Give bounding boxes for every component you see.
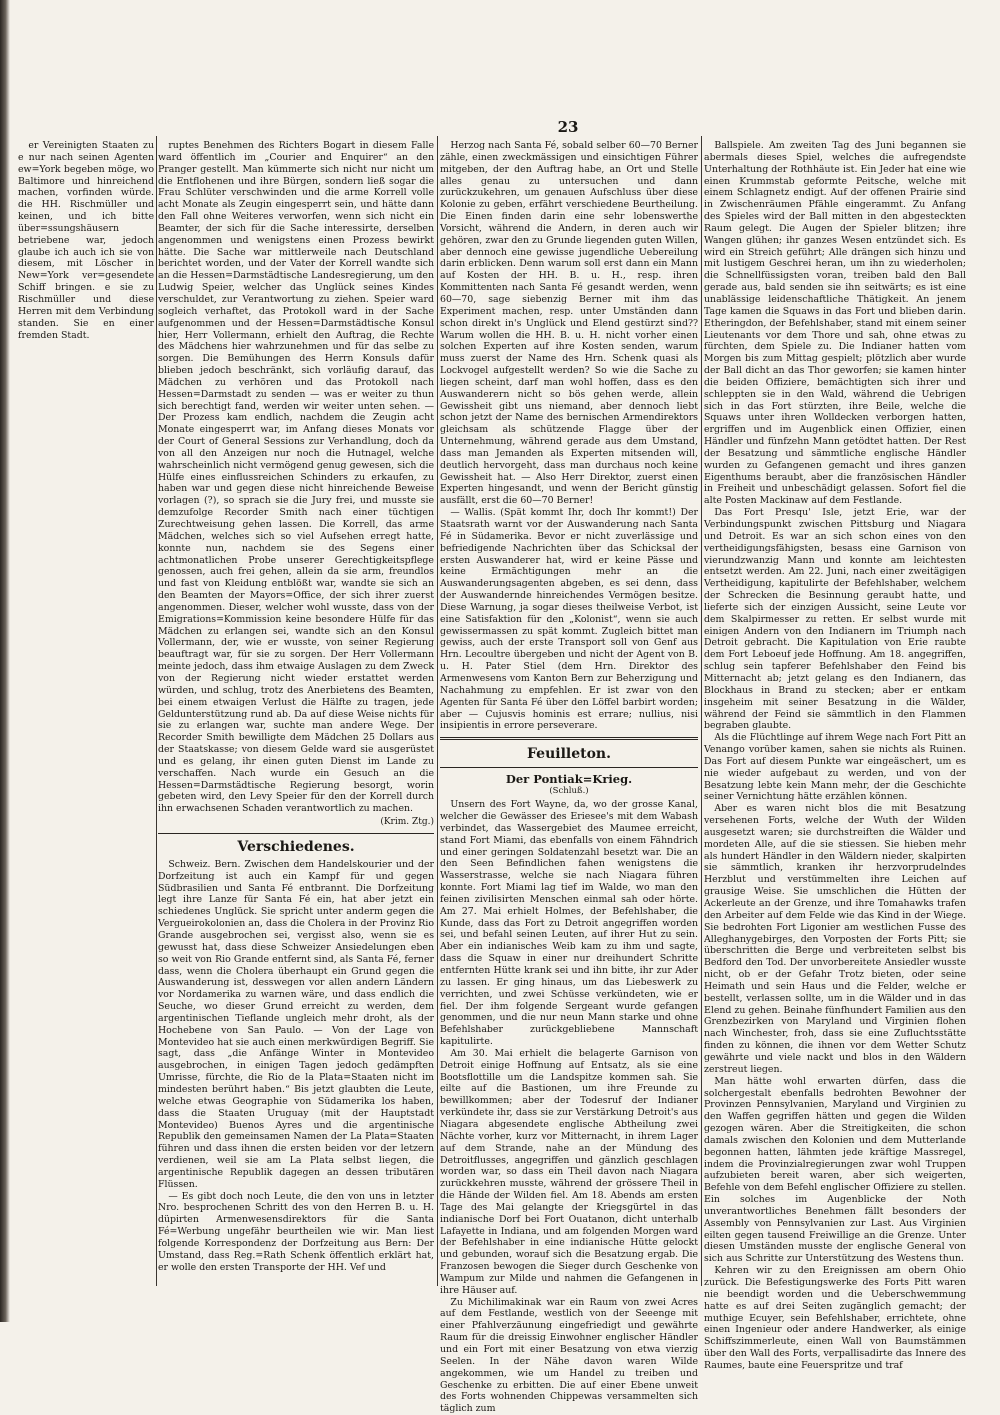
col4-paragraph: Aber es waren nicht blos die mit Besatzung versehenen Forts, welche der Wuth der Wilden ausgesetzt waren; sie durchstreiften die Wälder und mordeten Alle, auf die sie stiessen. Sie hieben mehr als hundert Händler in den Wäldern nieder, skalpirten sie sämmtlich, kranken ihr herzvorprudelndes Herzblut und verstümmelten ihre Leichen auf grausige Weise. Sie umschlichen die Hütten der Ackerleute an der Grenze, und ihre Tomahawks trafen den Arbeiter auf dem Felde wie das Kind in der Wiege. Sie bedrohten Fort Ligonier am westlichen Fusse des Alleghanygebirges, den Vorposten der Forts Pitt; sie überschritten die Berge und verbreiteten selbst bis Bedford den Tod. Der unvorbereitete Ansiedler wusste nicht, ob er der Gefahr Trotz bieten, oder seine Heimath und sein Haus und die Felder, welche er bestellt, verlassen sollte, um in die Wälder und in das Elend zu gehen. Beinahe fünfhundert Familien aus den Grenzbezirken von Maryland und Virginien flohen nach Winchester, froh, dass sie eine Zufluchtsstätte finden zu können, die ihnen vor dem Wetter Schutz gewährte und viele nackt und blos in den Wäldern zerstreut liegen. bbox=[704, 803, 966, 1075]
feuilleton-divider bbox=[440, 737, 698, 740]
col1-paragraph: er Vereinigten Staaten zu e nur nach seinen Agenten ew=York begeben möge, wo Baltimore und hinreichend machen, vorfinden würde. die HH. Rischmüller und keinen, und ich bitte über=ssungshäusern betriebene war, jedoch glaube ich auch ich sie von diesem, mit Löscher in New=York ver=gesendete Schiff bringen. e sie zu Rischmüller und diese Herren mit dem Verbindung standen. Sie en einer fremden Stadt. bbox=[18, 140, 154, 341]
story-paragraph: Zu Michilimakinak war ein Raum von zwei Acres auf dem Festlande, westlich von der Seeenge mit einer Pfahlverzäunung eingefriedigt und gewährte Raum für die dreissig Einwohner englischer Händler und ein Fort mit einer Besatzung von etwa vierzig Seelen. In der Nähe davon waren Wilde angekommen, wie um Handel zu treiben und Geschenke zu erbitten. Die auf einer Ebene unweit des Forts wohnenden Chippewas versammelten sich täglich zum bbox=[440, 1296, 698, 1415]
page-gutter bbox=[0, 0, 10, 1322]
col4-paragraph: Man hätte wohl erwarten dürfen, dass die solchergestalt ebenfalls bedrohten Bewohner der Provinzen Pennsylvanien, Maryland und Virginien zu den Waffen gegriffen hätten und gegen die Wilden gezogen wären. Aber die Streitigkeiten, die schon damals zwischen den Kolonien und dem Mutterlande begonnen hatten, lähmten jede kräftige Massregel, indem die Provinzialregierungen zwar wohl Truppen aufzubieten bereit waren, aber sich weigerten, Befehle von dem Befehl englischer Offiziere zu stellen. Ein solches im Augenblicke der Noth unverantwortliches Benehmen fällt besonders der Assembly von Pennsylvanien zur Last. Aus Virginien eilten gegen tausend Freiwillige an die Grenze. Unter diesen Umständen musste der englische General von sich aus Schritte zur Unterstützung des Westens thun. bbox=[704, 1075, 966, 1265]
col2-section-paragraph: Schweiz. Bern. Zwischen dem Handelskourier und der Dorfzeitung ist auch ein Kampf für und gegen Südbrasilien und Santa Fé entbrannt. Die Dorfzeitung legt ihre Lanze für Santa Fé ein, hat aber jetzt ein schiedenes Unglück. Sie spricht unter anderm gegen die Vergueirokolonien an, dass die Cholera in der Provinz Rio Grande ausgebrochen sei, vergisst also, wenn sie es gewusst hat, dass diese Schweizer Ansiedelungen eben so weit von Rio Grande entfernt sind, als Santa Fé, ferner dass, wenn die Cholera überhaupt ein Grund gegen die Auswanderung ist, desswegen vor allen andern Ländern vor Nordamerika zu warnen wäre, und dass endlich die Seuche, wo dieser Grund erreicht zu werden, dem argentinischen Tieflande ungleich mehr droht, als der Hochebene von San Paulo. — Von der Lage von Montevideo hat sie auch einen merkwürdigen Begriff. Sie sagt, dass „die Anfänge Winter in Montevideo ausgebrochen, in einigen Tagen jedoch gedämpften Umrisse, fürchte, die Rio de la Plata=Staaten nicht im mindesten berührt haben.“ Bis jetzt glaubten die Leute, welche etwas Geographie von Südamerika los haben, dass die Staaten Uruguay (mit der Hauptstadt Montevideo) Buenos Ayres und die argentinische Republik den gemeinsamen Namen der La Plata=Staaten führen und dass ihnen die ersten beiden vor der letzern verdienen, weil sie am La Plata selbst liegen, die argentinische Republik dagegen an dessen tributären Flüssen. bbox=[158, 858, 434, 1190]
section-divider bbox=[158, 833, 434, 834]
story-title: Der Pontiak=Krieg. bbox=[505, 772, 633, 787]
col4-paragraph: Das Fort Presqu' Isle, jetzt Erie, war der Verbindungspunkt zwischen Pittsburg und Niagara und Detroit. Es war an sich schon eines von den vertheidigungsfähigsten, besass eine Garnison von vierundzwanzig Mann und konnte am leichtesten entsetzt werden. Am 22. Juni, nach einer zweitägigen Vertheidigung, kapitulirte der Befehlshaber, welchem der Schrecken die Besinnung geraubt hatte, und lieferte sich der einzigen Aussicht, seine Leute vor dem Skalpirmesser zu retten. Er selbst wurde mit einigen Andern von den Indianern im Triumph nach Detroit gebracht. Die Kapitulation von Erie raubte dem Fort Leboeuf jede Hoffnung. Am 18. angegriffen, schlug sein tapferer Befehlshaber den Feind bis Mitternacht ab; jetzt gelang es den Indianern, das Blockhaus in Brand zu stecken; aber er entkam insgeheim mit seiner Besatzung in die Wälder, während der Feind sie sämmtlich in den Flammen begraben glaubte. bbox=[704, 507, 966, 732]
story-paragraph: Am 30. Mai erhielt die belagerte Garnison von Detroit einige Hoffnung auf Entsatz, als sie eine Bootsflottille um die Landspitze kommen sah. Sie eilte auf die Bastionen, um ihre Freunde zu bewillkommen; aber der Todesruf der Indianer verkündete ihr, dass sie zur Verstärkung Detroit's aus Niagara abgesendete englische Abtheilung zwei Nächte vorher, kurz vor Mitternacht, in ihrem Lager auf dem Strande, nahe an der Mündung des Detroitflusses, angegriffen und gänzlich geschlagen worden war, so dass ein Theil davon nach Niagara zurückkehren musste, während der grössere Theil in die Hände der Wilden fiel. Am 18. Abends am ersten Tage des Mai gelangte der Kriegsgürtel in das indianische Dorf bei Fort Ouatanon, dicht unterhalb Lafayette in Indiana, und am folgenden Morgen ward der Befehlshaber in eine indianische Hütte gelockt und gebunden, worauf sich die Besatzung ergab. Die Franzosen bewogen die Sieger durch Geschenke von Wampum zur Milde und nahmen die Gefangenen in ihre Häuser auf. bbox=[440, 1047, 698, 1296]
col3-paragraph: Herzog nach Santa Fé, sobald selber 60—70 Berner zähle, einen zweckmässigen und einsichtigen Führer mitgeben, der den Auftrag habe, an Ort und Stelle alles genau zu untersuchen und dann zurückzukehren, um genauen Aufschluss über diese Kolonie zu geben, erfährt verschiedene Beurtheilung. Die Einen finden darin eine sehr lobenswerthe Vorsicht, während die Andern, in deren auch wir gehören, zwar den zu Grunde liegenden guten Willen, aber dennoch eine gewisse jugendliche Uebereilung darin erblicken. Denn warum soll erst dann ein Mann auf Kosten der HH. B. u. H., resp. ihren Kommittenten nach Santa Fé gesandt werden, wenn 60—70, sage siebenzig Berner mit ihm das Experiment machen, resp. unter Umständen dann schon direkt in's Unglück und Elend gestürzt sind?? Warum wollen die HH. B. u. H. nicht vorher einen solchen Experten auf ihre Kosten senden, warum muss zuerst der Name des Hrn. Schenk quasi als Lockvogel aufgestellt werden? So wie die Sache zu liegen scheint, darf man wohl hoffen, dass es den Auswanderern nicht so bös gehen werde, allein Gewissheit gibt uns niemand, aber dennoch liebt schon jetzt der Name des bernischen Armendirektors gleichsam als schützende Flagge über der Unternehmung, während gerade aus dem Umstand, dass man Jemanden als Experten mitsenden will, deutlich hervorgeht, dass man durchaus noch keine Gewissheit hat. — Also Herr Direktor, zuerst einen Experten hingesandt, und wenn der Bericht günstig ausfällt, erst die 60—70 Berner! bbox=[440, 140, 698, 507]
col4-paragraph: Als die Flüchtlinge auf ihrem Wege nach Fort Pitt an Venango vorüber kamen, sahen sie nichts als Ruinen. Das Fort auf diesem Punkte war eingeäschert, um es nie wieder aufgebaut zu werden, und von der Besatzung lebte kein Mann mehr, der die Geschichte seiner Vernichtung hätte erzählen können. bbox=[704, 732, 966, 803]
column-1 bbox=[18, 140, 154, 1290]
col4-paragraph: Kehren wir zu den Ereignissen am obern Ohio zurück. Die Befestigungswerke des Forts Pitt waren nie beendigt worden und die Ueberschwemmung hatte es auf drei Seiten zugänglich gemacht; der muthige Ecuyer, sein Befehlshaber, errichtete, ohne einen Ingenieur oder andere Handwerker, als einige Schiffszimmerleute, einen Wall von Baumstämmen über den Wall des Forts, verpallisadirte das Innere des Raumes, baute eine Feuerspritze und traf bbox=[704, 1265, 966, 1371]
column-rule-2 bbox=[437, 136, 438, 1286]
column-3 bbox=[440, 140, 698, 1415]
story-subtitle: (Schluß.) bbox=[549, 786, 589, 797]
column-rule-1 bbox=[156, 136, 157, 1286]
section-heading-verschiedenes: Verschiedenes. bbox=[237, 838, 355, 855]
feuilleton-heading: Feuilleton. bbox=[527, 746, 611, 763]
col2-section-paragraph: — Es gibt doch noch Leute, die den von uns in letzter Nro. besprochenen Schritt des von den Herren B. u. H. düpirten Armenwesensdirektors für die Santa Fé=Werbung ungefähr beurtheilen wie wir. Man liest folgende Korrespondenz der Dorfzeitung aus Bern: Der Umstand, dass Reg.=Rath Schenk öffentlich erklärt hat, er wolle den ersten Transporte der HH. Vef und bbox=[158, 1190, 434, 1273]
col2-paragraph: ruptes Benehmen des Richters Bogart in diesem Falle ward öffentlich im „Courier and Enquirer“ an den Pranger gestellt. Man kümmerte sich nicht nur nicht um die Entflohenen und ihre Bürgen, sondern ließ sogar die Frau Schlüter verschwinden und die arme Korrell volle acht Monate als Zeugin eingesperrt sein, und hätte dann den Fall ohne Weiteres verworfen, wenn sich nicht ein Beamter, der sich für die Sache interessirte, derselben angenommen und wenigstens einen Prozess bewirkt hätte. Die Sache war mittlerweile nach Deutschland berichtet worden, und der Vater der Korrell wandte sich an die Hessen=Darmstädtische Landesregierung, um den Ludwig Speier, welcher das Unglück seines Kindes verschuldet, zur Verantwortung zu ziehen. Speier ward sogleich verhaftet, das Protokoll ward in der Sache aufgenommen und der Hessen=Darmstädtische Konsul hier, Herr Vollermann, erhielt den Auftrag, die Rechte des Mädchens hier wahrzunehmen und für das selbe zu sorgen. Die Bemühungen des Herrn Konsuls dafür blieben jedoch beschränkt, sich vorläufig darauf, das Mädchen zu verhören und das Protokoll nach Hessen=Darmstadt zu senden — was er weiter zu thun sich berechtigt fand, werden wir weiter unten sehen. — Der Prozess kam endlich, nachdem die Zeugin acht Monate eingesperrt war, im Anfang dieses Monats vor der Court of General Sessions zur Verhandlung, doch da von all den Anzeigen nur noch die Hutnagel, welche wahrscheinlich nicht vermögend genug gewesen, sich die Hülfe eines einflussreichen Schinders zu erkaufen, zu haben war und gegen diese nicht hinreichende Beweise vorlagen (?), so sprach sie die Jury frei, und musste sie demzufolge Recorder Smith nach einer tüchtigen Zurechtweisung gehen lassen. Die Korrell, das arme Mädchen, welches sich so viel Aufsehen erregt hatte, konnte nun, nachdem sie des Segens einer achtmonatlichen Probe unserer Gerechtigkeitspflege genossen, auch frei gehen, allein da sie arm, freundlos und fast von Kleidung entblößt war, wandte sie sich an den Beamten der Mayors=Office, der sich ihrer zuerst angenommen. Dieser, welcher wohl wusste, dass von der Emigrations=Kommission keine besondere Hülfe für das Mädchen zu erlangen sei, wandte sich an den Konsul Vollermann, der, wie er wusste, von seiner Regierung beauftragt war, für sie zu sorgen. Der Herr Vollermann meinte jedoch, dass ihm etwaige Auslagen zu dem Zweck von der Regierung nicht wieder erstattet werden würden, und schlug, trotz des Anerbietens des Beamten, bei einem etwaigen Verlust die Hälfte zu tragen, jede Geldunterstützung rund ab. Da auf diese Weise nichts für sie zu erlangen war, suchte man andere Wege. Der Recorder Smith bewilligte dem Mädchen 25 Dollars aus der Staatskasse; von diesem Gelde ward sie ausgerüstet und es gelang, ihr einen guten Dienst im Lande zu verschaffen. Nach wurde ein Gesuch an die Hessen=Darmstädtische Regierung besorgt, worin gebeten wird, den Levy Speier für den der Korrell durch ihn erwachsenen Schaden verantwortlich zu machen. bbox=[158, 140, 434, 815]
feuilleton-subdivider bbox=[440, 767, 698, 768]
story-paragraph: Unsern des Fort Wayne, da, wo der grosse Kanal, welcher die Gewässer des Eriesee's mit dem Wabash verbindet, das Wassergebiet des Maumee erreicht, stand Fort Miami, das ebenfalls von einem Fähndrich und einer geringen Soldatenzahl besetzt war. Die an den Seen Befindlichen fahen wenigstens die Wasserstrasse, welche sie nach Niagara führen konnte. Fort Miami lag tief im Walde, wo man den feinen zivilisirten Menschen einmal sah oder hörte. Am 27. Mai erhielt Holmes, der Befehlshaber, die Kunde, dass das Fort zu Detroit angegriffen worden sei, und befahl seinen Leuten, auf ihrer Hut zu sein. Aber ein indianisches Weib kam zu ihm und sagte, dass die Squaw in einer nur dreihundert Schritte entfernten Hütte krank sei und ihn bitte, ihr zur Ader zu lassen. Er ging hinaus, um das Liebeswerk zu verrichten, und zwei Schüsse verkündeten, wie er fiel. Der ihm folgende Sergeant wurde gefangen genommen, und die nur neun Mann starke und ohne Befehlshaber zurückgebliebene Mannschaft kapitulirte. bbox=[440, 799, 698, 1048]
col4-paragraph: Ballspiele. Am zweiten Tag des Juni begannen sie abermals dieses Spiel, welches die aufregendste Unterhaltung der Rothhäute ist. Ein Jeder hat eine wie einen Krummstab geformte Peitsche, welche mit einem Schlagnetz endigt. Auf der offenen Prairie sind in Zwischenräumen Pfähle eingerammt. Zu Anfang des Spieles wird der Ball mitten in den abgesteckten Raum gelegt. Die Augen der Spieler blitzen; ihre Wangen glühen; ihr ganzes Wesen entzündet sich. Es wird ein Streich geführt; Alle drängen sich hinzu und mit lustigem Geschrei heran, um ihn zu wiederholen; die Schnellfüssigsten voran, treiben bald den Ball gerade aus, bald senden sie ihn seitwärts; es ist eine unablässige leidenschaftliche Thätigkeit. An jenem Tage kamen die Squaws in das Fort und blieben darin. Etheringdon, der Befehlshaber, stand mit einem seiner Lieutenants vor dem Thore und sah, ohne etwas zu fürchten, dem Spiele zu. Die Indianer hatten vom Morgen bis zum Mittag gespielt; plötzlich aber wurde der Ball dicht an das Thor geworfen; sie kamen hinter die beiden Offiziere, bemächtigten sich ihrer und schleppten sie in den Wald, während die Uebrigen sich in das Fort stürzten, ihre Beile, welche die Squaws unter ihren Wolldecken verborgen hatten, ergriffen und im Augenblick einen Offizier, einen Händler und fünfzehn Mann getödtet hatten. Der Rest der Besatzung und sämmtliche englische Händler wurden zu Gefangenen gemacht und ihres ganzen Eigenthums beraubt, aber die französischen Händler in Freiheit und unbeschädigt gelassen. Sofort fiel die alte Posten Mackinaw auf dem Festlande. bbox=[704, 140, 966, 507]
column-2 bbox=[158, 140, 434, 1290]
source-citation: (Krim. Ztg.) bbox=[380, 817, 434, 828]
column-4 bbox=[704, 140, 966, 1371]
column-rule-3 bbox=[701, 136, 702, 1286]
page-number: 23 bbox=[557, 118, 579, 136]
col3-paragraph: — Wallis. (Spät kommt Ihr, doch Ihr kommt!) Der Staatsrath warnt vor der Auswanderung nach Santa Fé in Südamerika. Bevor er nicht zuverlässige und befriedigende Nachrichten über das Schicksal der ersten Auswanderer hat, wird er keine Pässe und keine Ermächtigungen mehr an die Auswanderungsagenten abgeben, es sei denn, dass der Auswandernde hinreichendes Vermögen besitze. Diese Warnung, ja sogar dieses theilweise Verbot, ist eine Satisfaktion für den „Kolonist“, wenn sie auch gewissermassen zu spät kommt. Zugleich bittet man gewiss, auch der erste Transport soll von Genf aus Hrn. Lecoultre übergeben und nicht der Agent von B. u. H. Pater Stiel (dem Hrn. Direktor des Armenwesens vom Kanton Bern zur Beherzigung und Nachahmung zu empfehlen. Er ist zwar von den Agenten für Santa Fé über den Löffel barbirt worden; aber — Cujusvis hominis est errare; nullius, nisi insipientis in errore perseverare. bbox=[440, 507, 698, 732]
